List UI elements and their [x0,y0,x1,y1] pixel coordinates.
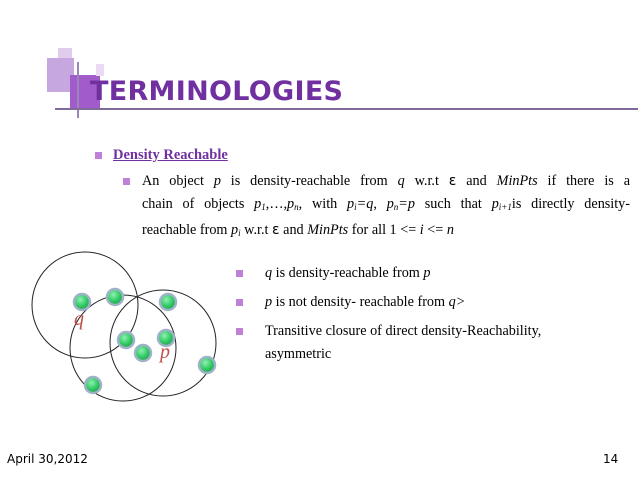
page-number: 14 [603,452,619,466]
point-icon [85,377,101,393]
point-icon [135,345,151,361]
point-transitive-closure: Transitive closure of direct density-Reachability, [265,323,542,339]
label-q: q [74,308,84,330]
point-icon [160,294,176,310]
point-p-not-reachable: p is not density- reachable from q> [265,294,466,310]
definition-line-3: reachable from $p_i$ w.r.t ε and MinPts for all 1 <= i <= n [142,222,454,238]
point-icon [118,332,134,348]
point-icon [107,289,123,305]
point-q-reachable: q is density-reachable from p [265,265,431,281]
point-icon [199,357,215,373]
data-points [74,289,215,393]
subheading: Density Reachable [113,147,228,163]
slide-title: TERMINOLOGIES [90,76,344,107]
definition-line-2: chain of objects $p_1,\dots,p_n$, with $p_i=q$, $p_n=p$ such that $p_{i+1}is$ directly density- [142,196,631,212]
definition-line-1: An object p is density-reachable from q w.r.t ε and MinPts if there is a [142,173,630,189]
point-asymmetric: asymmetric [265,346,332,362]
label-p: p [160,341,170,363]
footer-date: April 30,2012 [7,452,88,466]
